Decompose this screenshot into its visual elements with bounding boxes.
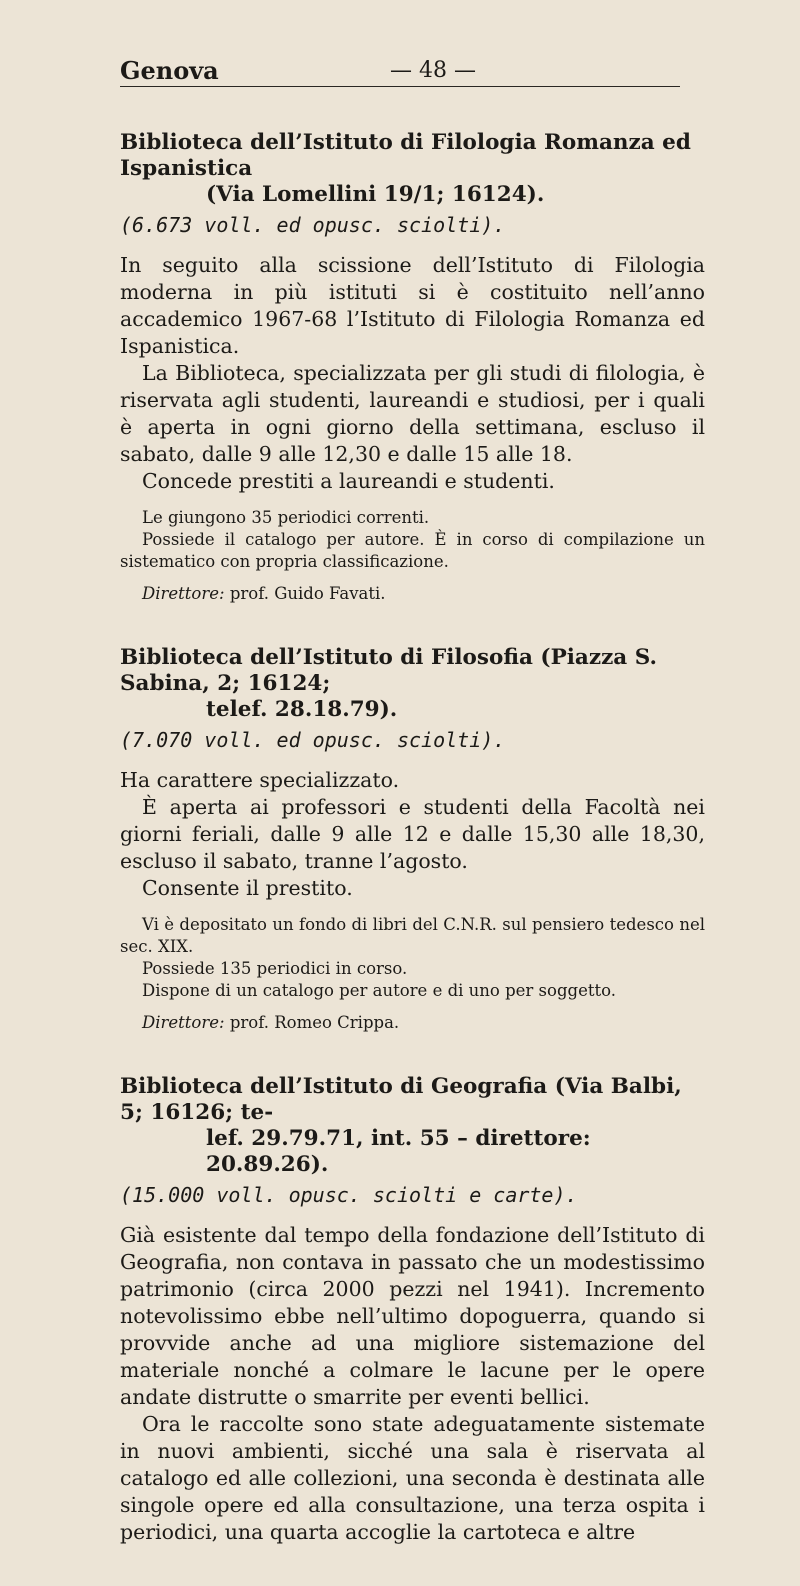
entry-address: (Via Balbi, 5; 16126; te- xyxy=(120,1074,682,1125)
entry-address-cont: lef. 29.79.71, int. 55 – direttore: 20.89.26). xyxy=(206,1126,591,1177)
director-line xyxy=(142,1012,705,1034)
paragraph: Consente il prestito. xyxy=(142,876,353,900)
director-label: Direttore: xyxy=(142,584,225,603)
page-body xyxy=(120,130,705,1586)
entry-address: (Piazza S. Sabina, 2; 16124; xyxy=(120,645,657,696)
entry-title: Biblioteca dell’Istituto di Filologia Romanza ed Ispanistica xyxy=(120,130,691,181)
entry-title: Biblioteca dell’Istituto di Filosofia xyxy=(120,645,533,670)
running-head xyxy=(120,56,680,87)
note: Possiede 135 periodici in corso. xyxy=(142,959,408,978)
entry-heading xyxy=(120,645,705,723)
entry-volumes: (7.070 voll. ed opusc. sciolti). xyxy=(120,728,506,752)
entry-address-cont: telef. 28.18.79). xyxy=(206,697,398,722)
running-head-city: Genova xyxy=(120,56,219,85)
entry-heading xyxy=(120,1074,705,1178)
paragraph: Ora le raccolte sono state adeguatamente sistemate in nuovi ambienti, sicché una sala è riservata al catalogo ed alle collezioni, una seconda è destinata alle singole opere ed alla consultazione, una terza ospita i periodici, una quarta accoglie la cartoteca e altre xyxy=(120,1412,705,1544)
director-name: prof. Guido Favati. xyxy=(229,584,386,603)
note: Dispone di un catalogo per autore e di uno per soggetto. xyxy=(142,981,616,1000)
entry-filologia-romanza xyxy=(120,130,705,605)
entry-geografia xyxy=(120,1074,705,1546)
paragraph: La Biblioteca, specializzata per gli studi di filologia, è riservata agli studenti, laureandi e studiosi, per i quali è aperta in ogni giorno della settimana, escluso il sabato, dalle 9 alle 12,30 e dalle 15 alle 18. xyxy=(120,361,705,466)
director-line xyxy=(142,583,705,605)
note: Vi è depositato un fondo di libri del C.N.R. sul pensiero tedesco nel sec. XIX. xyxy=(120,915,705,956)
entry-volumes: (6.673 voll. ed opusc. sciolti). xyxy=(120,213,506,237)
paragraph: Concede prestiti a laureandi e studenti. xyxy=(142,469,555,493)
director-label: Direttore: xyxy=(142,1013,225,1032)
paragraph: Già esistente dal tempo della fondazione dell’Istituto di Geografia, non contava in passato che un modestissimo patrimonio (circa 2000 pezzi nel 1941). Incremento notevolissimo ebbe nell’ultimo dopoguerra, quando si provvide anche ad una migliore sistemazione del materiale nonché a colmare le lacune per le opere andate distrutte o smarrite per eventi bellici. xyxy=(120,1223,705,1409)
entry-address: (Via Lomellini 19/1; 16124). xyxy=(206,182,545,207)
entry-filosofia xyxy=(120,645,705,1034)
paragraph: In seguito alla scissione dell’Istituto di Filologia moderna in più istituti si è costituito nell’anno accademico 1967-68 l’Istituto di Filologia Romanza ed Ispanistica. xyxy=(120,253,705,358)
paragraph: È aperta ai professori e studenti della Facoltà nei giorni feriali, dalle 9 alle 12 e dalle 15,30 alle 18,30, escluso il sabato, tranne l’agosto. xyxy=(120,795,705,873)
paragraph: Ha carattere specializzato. xyxy=(120,768,400,792)
note: Le giungono 35 periodici correnti. xyxy=(142,508,430,527)
director-name: prof. Romeo Crippa. xyxy=(229,1013,400,1032)
entry-heading xyxy=(120,130,705,208)
page-number: — 48 — xyxy=(390,58,476,83)
note: Possiede il catalogo per autore. È in corso di compilazione un sistematico con propria classificazione. xyxy=(120,530,705,571)
entry-volumes: (15.000 voll. opusc. sciolti e carte). xyxy=(120,1183,578,1207)
entry-title: Biblioteca dell’Istituto di Geografia xyxy=(120,1074,548,1099)
